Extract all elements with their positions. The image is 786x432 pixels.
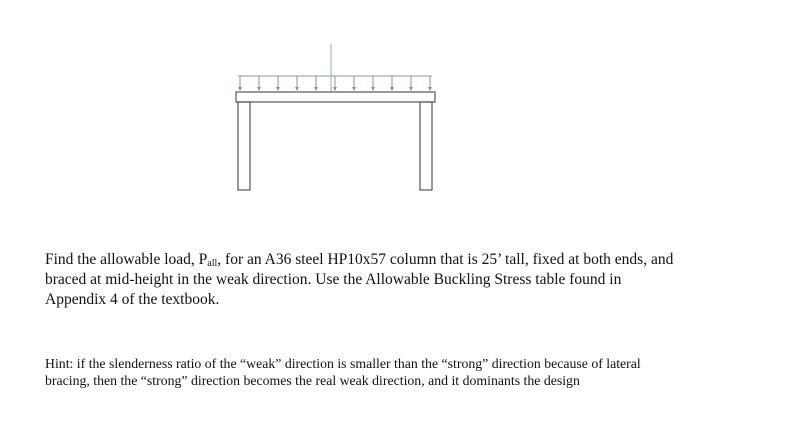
problem-text-part2: , for an A36 steel HP10x57 column that is 25’ tall, fixed at both ends, and braced at mid-height in the weak direction. Use the Allowable Buckling Stress table found in Appendix 4 of the textbook. bbox=[45, 251, 674, 308]
problem-statement bbox=[45, 250, 685, 310]
load-arrow-head bbox=[390, 87, 394, 91]
right-column bbox=[420, 102, 432, 190]
load-arrow-head bbox=[257, 87, 261, 91]
load-arrow-head bbox=[333, 87, 337, 91]
beam bbox=[236, 92, 435, 102]
load-arrow-head bbox=[295, 87, 299, 91]
load-arrow-head bbox=[428, 87, 432, 91]
problem-text-part1: Find the allowable load, P bbox=[45, 251, 208, 268]
load-arrow-head bbox=[371, 87, 375, 91]
load-arrow-head bbox=[276, 87, 280, 91]
hint-text: Hint: if the slenderness ratio of the “weak” direction is smaller than the “strong” direction because of lateral bracing, then the “strong” direction becomes the real weak direction, and it dominants the design bbox=[45, 356, 641, 388]
frame-diagram bbox=[228, 40, 443, 200]
problem-subscript: all bbox=[207, 258, 218, 269]
load-arrow-head bbox=[314, 87, 318, 91]
distributed-load-arrows bbox=[238, 76, 432, 91]
load-arrow-head bbox=[409, 87, 413, 91]
left-column bbox=[238, 102, 250, 190]
load-arrow-head bbox=[238, 87, 242, 91]
load-arrow-head bbox=[352, 87, 356, 91]
